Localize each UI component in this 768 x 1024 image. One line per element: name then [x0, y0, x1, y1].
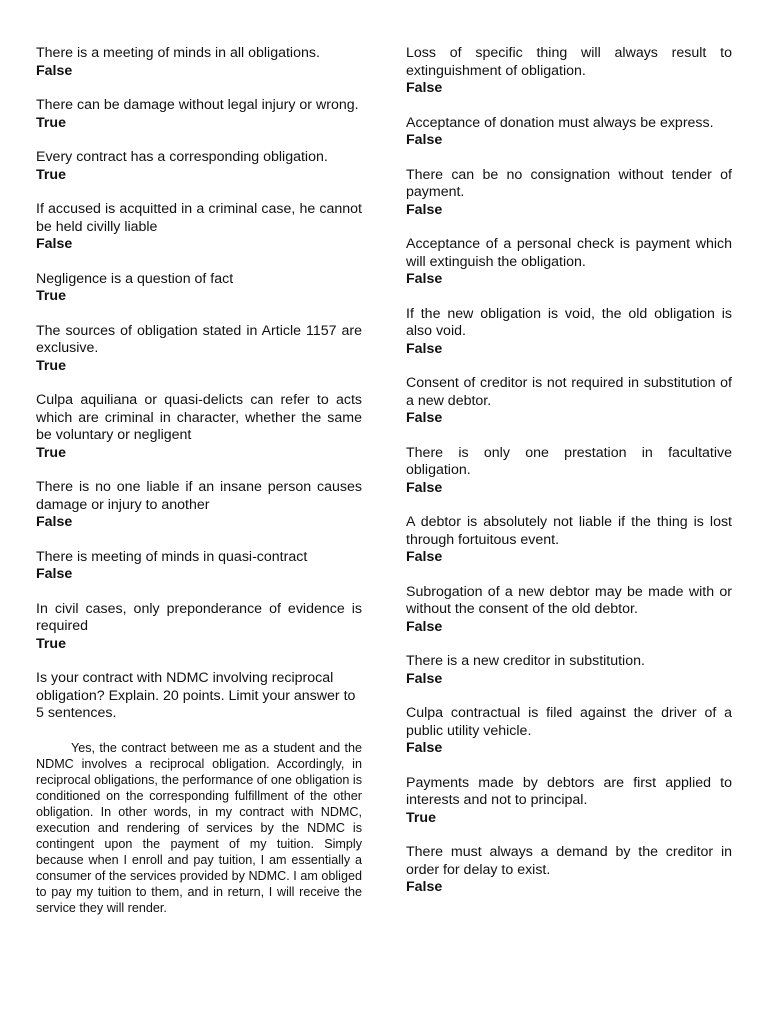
qa-item [406, 115, 732, 150]
question-text: There is meeting of minds in quasi-contract [36, 548, 308, 565]
answer-text: False [36, 236, 73, 252]
qa-item [406, 306, 732, 358]
answer-text: True [406, 809, 436, 826]
answer-text: False [406, 271, 443, 287]
qa-item [36, 201, 362, 253]
question-text: A debtor is absolutely not liable if the thing is lost through fortuitous event. [406, 514, 732, 548]
essay-answer: Yes, the contract between me as a student and the NDMC involves a reciprocal obligation. Accordingly, in reciprocal obligations, the performance of one obligation is conditioned on the corresponding fulfillment of the other obligation. In other words, in my contract with NDMC, execution and rendering of services by the NDMC is contingent upon the payment of my tuition. Simply because when I enroll and pay tuition, I am essentially a consumer of the services provided by NDMC. I am obliged to pay my tuition to them, and in return, I will receive the service they will render. [36, 740, 362, 916]
qa-item [406, 653, 732, 688]
question-text: In civil cases, only preponderance of evidence is required [36, 600, 362, 634]
qa-item [36, 323, 362, 375]
answer-text: True [36, 288, 66, 304]
qa-item [36, 479, 362, 531]
question-text: Negligence is a question of fact [36, 270, 234, 287]
answer-text: False [36, 62, 73, 79]
question-text: There is a new creditor in substitution. [406, 653, 645, 669]
question-text: If the new obligation is void, the old obligation is also void. [406, 305, 732, 339]
qa-item [406, 445, 732, 497]
answer-text: False [406, 740, 443, 756]
qa-item [36, 97, 362, 132]
qa-item [36, 45, 362, 80]
qa-item [406, 375, 732, 427]
answer-text: False [36, 514, 73, 530]
answer-text: True [36, 114, 66, 131]
answer-text: False [406, 479, 443, 496]
qa-item [36, 271, 362, 306]
question-text: There must always a demand by the creditor in order for delay to exist. [406, 844, 732, 878]
answer-text: True [36, 166, 66, 183]
answer-text: True [36, 635, 66, 652]
qa-item [406, 584, 732, 636]
question-text: Every contract has a corresponding obligation. [36, 149, 328, 165]
qa-item [36, 601, 362, 653]
qa-item [406, 514, 732, 566]
qa-item [406, 236, 732, 288]
question-text: There is only one prestation in facultative obligation. [406, 444, 732, 478]
qa-item [36, 392, 362, 462]
qa-item [406, 844, 732, 896]
question-text: Acceptance of donation must always be express. [406, 114, 714, 131]
question-text: There can be no consignation without tender of payment. [406, 166, 732, 200]
question-text: Subrogation of a new debtor may be made with or without the consent of the old debtor. [406, 583, 732, 617]
answer-text: False [406, 879, 443, 895]
answer-text: False [406, 410, 443, 426]
essay-question: Is your contract with NDMC involving reciprocal obligation? Explain. 20 points. Limit your answer to 5 sentences. [36, 670, 356, 721]
answer-text: False [406, 549, 443, 565]
question-text: There is no one liable if an insane person causes damage or injury to another [36, 479, 362, 513]
answer-text: False [406, 340, 443, 357]
question-text: If accused is acquitted in a criminal case, he cannot be held civilly liable [36, 201, 362, 235]
question-text: Culpa aquiliana or quasi-delicts can refer to acts which are criminal in character, whether the same be voluntary or negligent [36, 392, 362, 443]
question-text: There can be damage without legal injury or wrong. [36, 97, 359, 113]
qa-item [406, 45, 732, 97]
answer-text: False [406, 201, 443, 218]
qa-item [36, 149, 362, 184]
question-text: Acceptance of a personal check is payment which will extinguish the obligation. [406, 236, 732, 270]
qa-item [36, 549, 362, 584]
question-text: There is a meeting of minds in all obligations. [36, 45, 320, 61]
question-text: Loss of specific thing will always result to extinguishment of obligation. [406, 45, 732, 79]
question-text: Payments made by debtors are first applied to interests and not to principal. [406, 774, 732, 808]
question-text: Culpa contractual is filed against the driver of a public utility vehicle. [406, 705, 732, 739]
answer-text: False [36, 566, 73, 582]
qa-item [406, 167, 732, 219]
qa-item [406, 775, 732, 827]
answer-text: True [36, 444, 66, 461]
answer-text: False [406, 132, 443, 148]
question-text: The sources of obligation stated in Article 1157 are exclusive. [36, 322, 362, 356]
qa-item [406, 705, 732, 757]
left-column [36, 45, 362, 917]
question-text: Consent of creditor is not required in substitution of a new debtor. [406, 375, 732, 409]
answer-text: False [406, 80, 443, 96]
essay-section [36, 670, 362, 917]
right-column [406, 45, 732, 914]
answer-text: True [36, 357, 66, 374]
answer-text: False [406, 670, 443, 687]
answer-text: False [406, 618, 443, 635]
